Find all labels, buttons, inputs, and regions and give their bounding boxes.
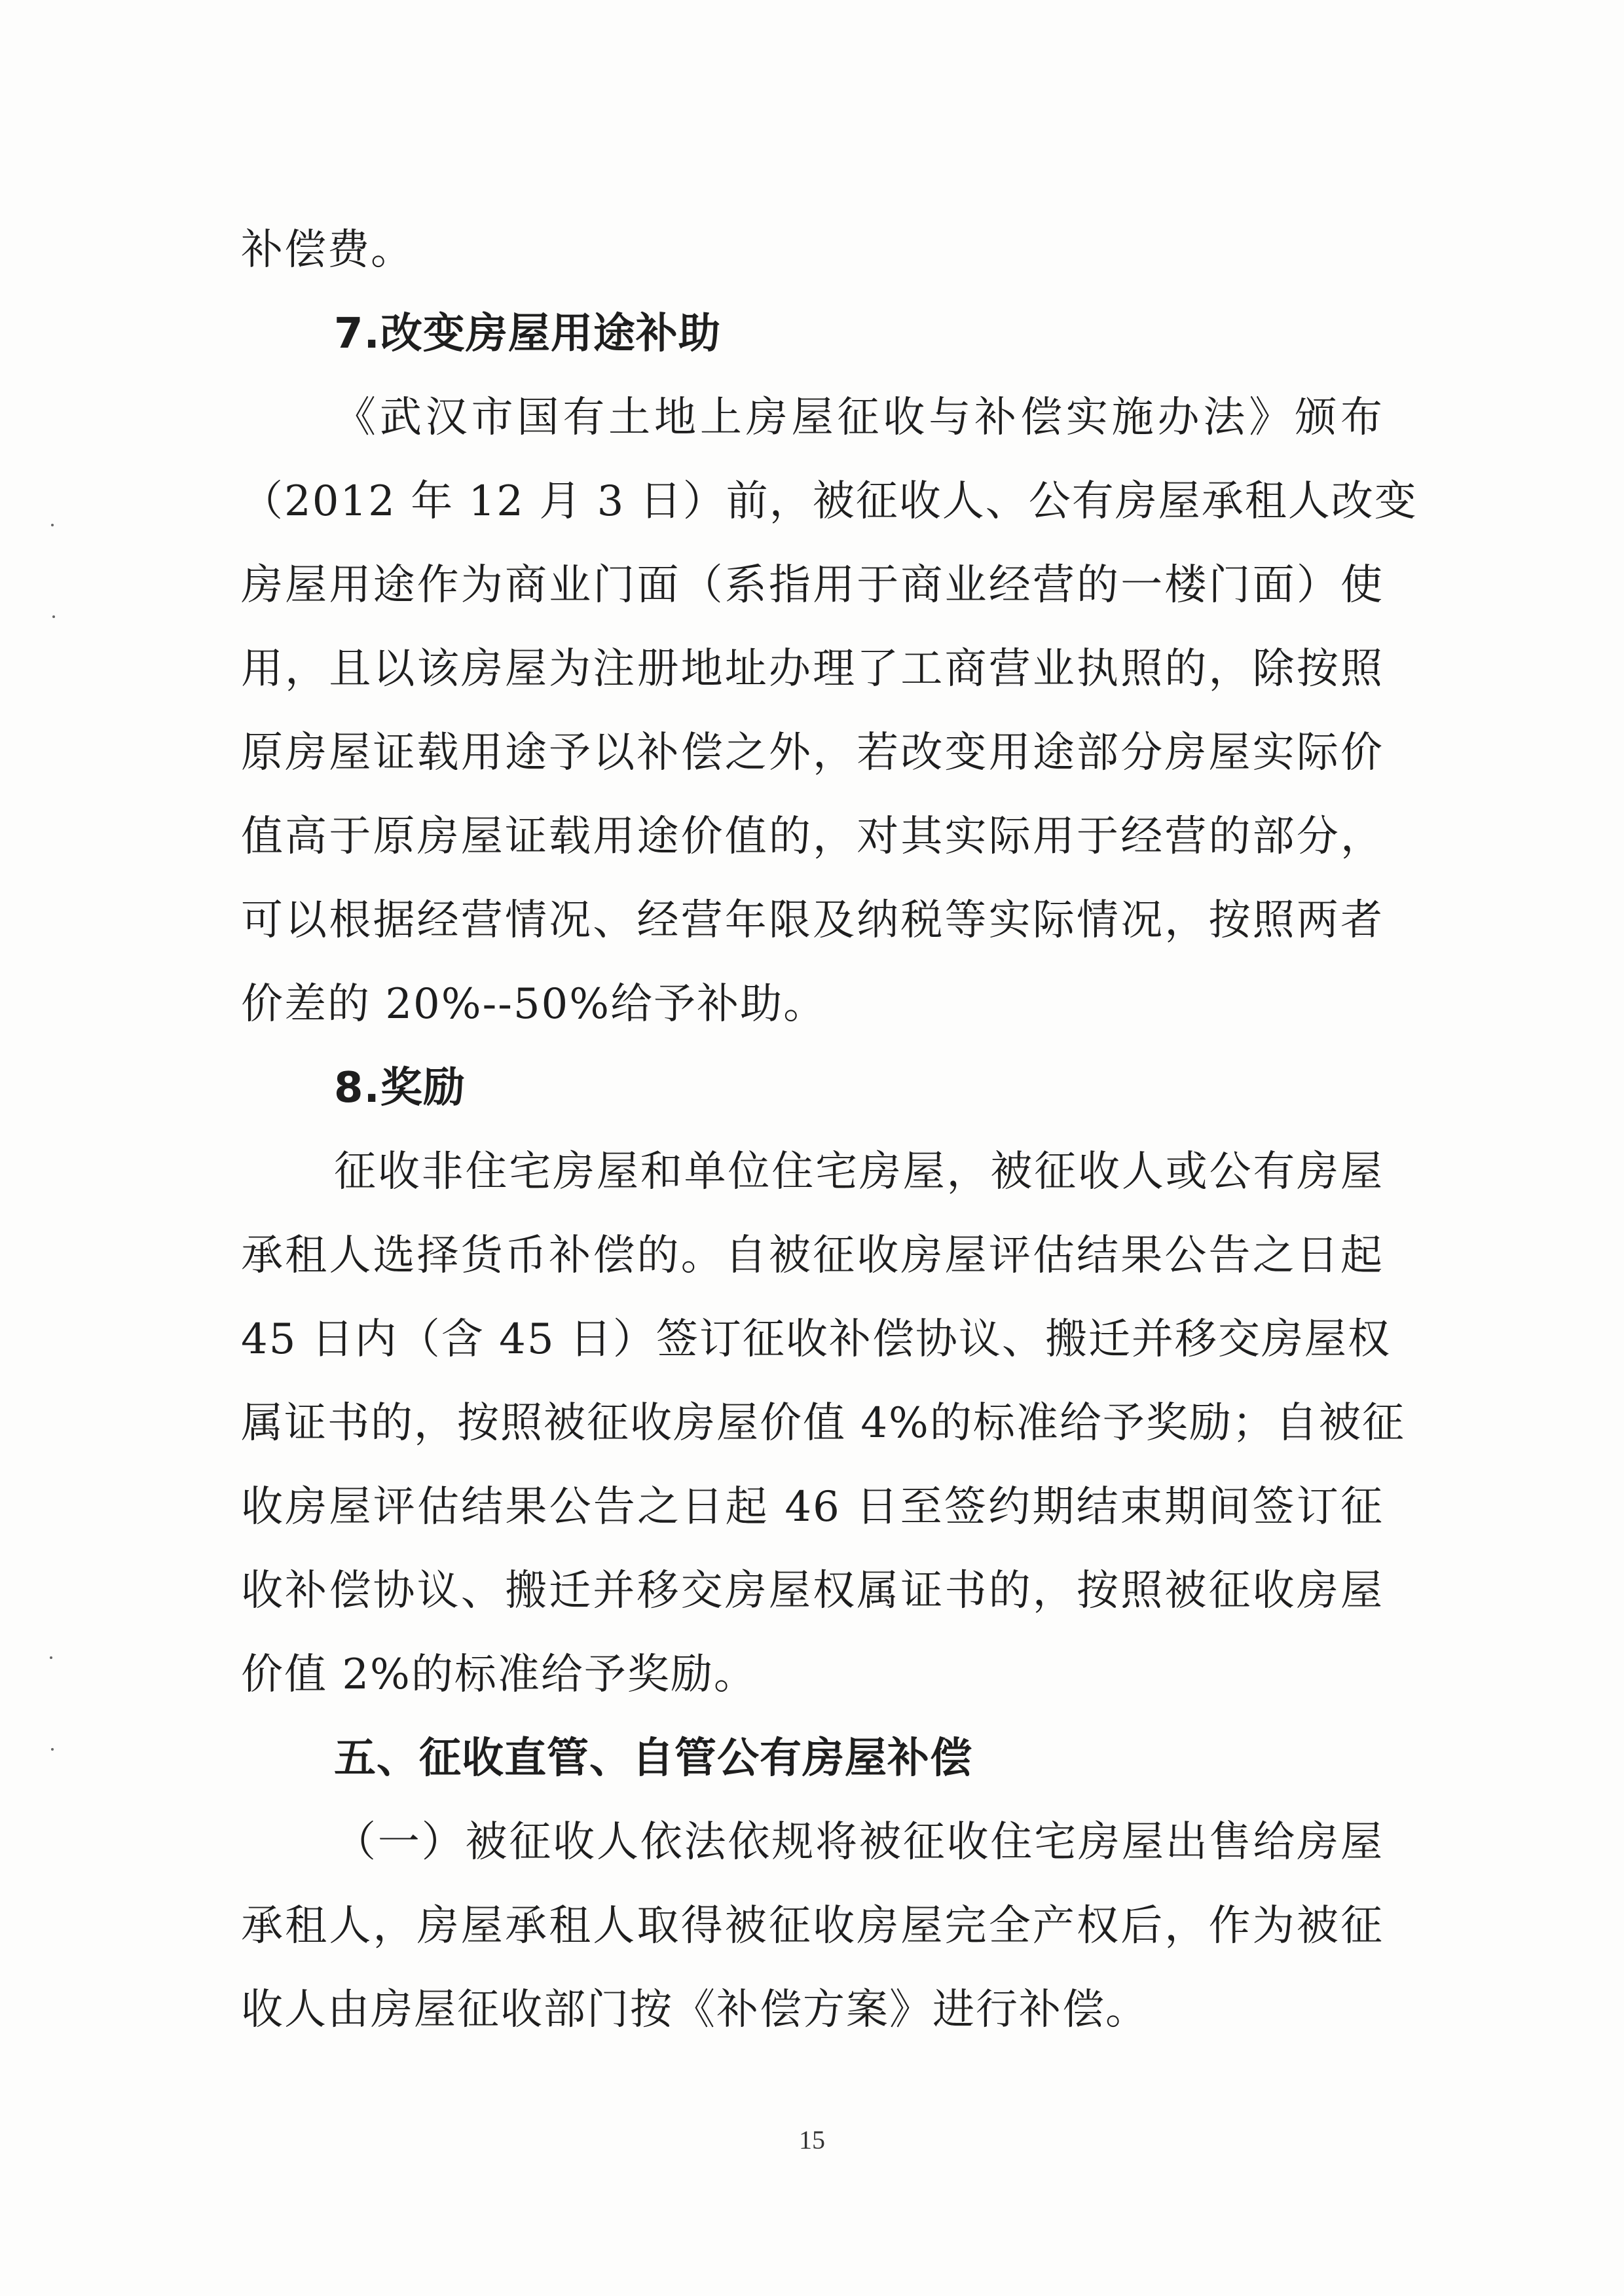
paragraph-line: 房屋用途作为商业门面（系指用于商业经营的一楼门面）使: [241, 561, 1384, 610]
scan-speck: [52, 615, 55, 618]
paragraph-line: 征收非住宅房屋和单位住宅房屋，被征收人或公有房屋: [334, 1148, 1384, 1196]
page-number: 15: [799, 2125, 825, 2155]
paragraph-line: 承租人选择货币补偿的。自被征收房屋评估结果公告之日起: [241, 1231, 1384, 1280]
scan-speck: [50, 1656, 52, 1659]
scan-speck: [51, 1748, 54, 1751]
paragraph-line: 属证书的，按照被征收房屋价值 4%的标准给予奖励；自被征: [241, 1399, 1405, 1448]
section-heading-reward: 8.奖励: [334, 1064, 466, 1112]
paragraph-line: 45 日内（含 45 日）签订征收补偿协议、搬迁并移交房屋权: [241, 1315, 1391, 1364]
scan-speck: [51, 524, 54, 526]
paragraph-line: 用，且以该房屋为注册地址办理了工商营业执照的，除按照: [241, 645, 1384, 693]
paragraph-line: （一）被征收人依法依规将被征收住宅房屋出售给房屋: [334, 1818, 1384, 1867]
paragraph-line: （2012 年 12 月 3 日）前，被征收人、公有房屋承租人改变: [241, 477, 1418, 526]
paragraph-line: 价值 2%的标准给予奖励。: [241, 1650, 757, 1699]
paragraph-line: 原房屋证载用途予以补偿之外，若改变用途部分房屋实际价: [241, 729, 1384, 777]
paragraph-line: 价差的 20%--50%给予补助。: [241, 980, 827, 1029]
section-heading-public-housing-compensation: 五、征收直管、自管公有房屋补偿: [334, 1734, 972, 1783]
paragraph-line: 收人由房屋征收部门按《补偿方案》进行补偿。: [241, 1986, 1149, 2034]
paragraph-line: 补偿费。: [241, 226, 414, 274]
paragraph-line: 收补偿协议、搬迁并移交房屋权属证书的，按照被征收房屋: [241, 1567, 1384, 1615]
section-heading-change-use-subsidy: 7.改变房屋用途补助: [334, 310, 721, 358]
paragraph-line: 承租人，房屋承租人取得被征收房屋完全产权后，作为被征: [241, 1902, 1384, 1950]
paragraph-line: 《武汉市国有土地上房屋征收与补偿实施办法》颁布: [334, 393, 1384, 442]
paragraph-line: 收房屋评估结果公告之日起 46 日至签约期结束期间签订征: [241, 1483, 1384, 1531]
paragraph-line: 值高于原房屋证载用途价值的，对其实际用于经营的部分，: [241, 812, 1384, 861]
paragraph-line: 可以根据经营情况、经营年限及纳税等实际情况，按照两者: [241, 896, 1384, 945]
